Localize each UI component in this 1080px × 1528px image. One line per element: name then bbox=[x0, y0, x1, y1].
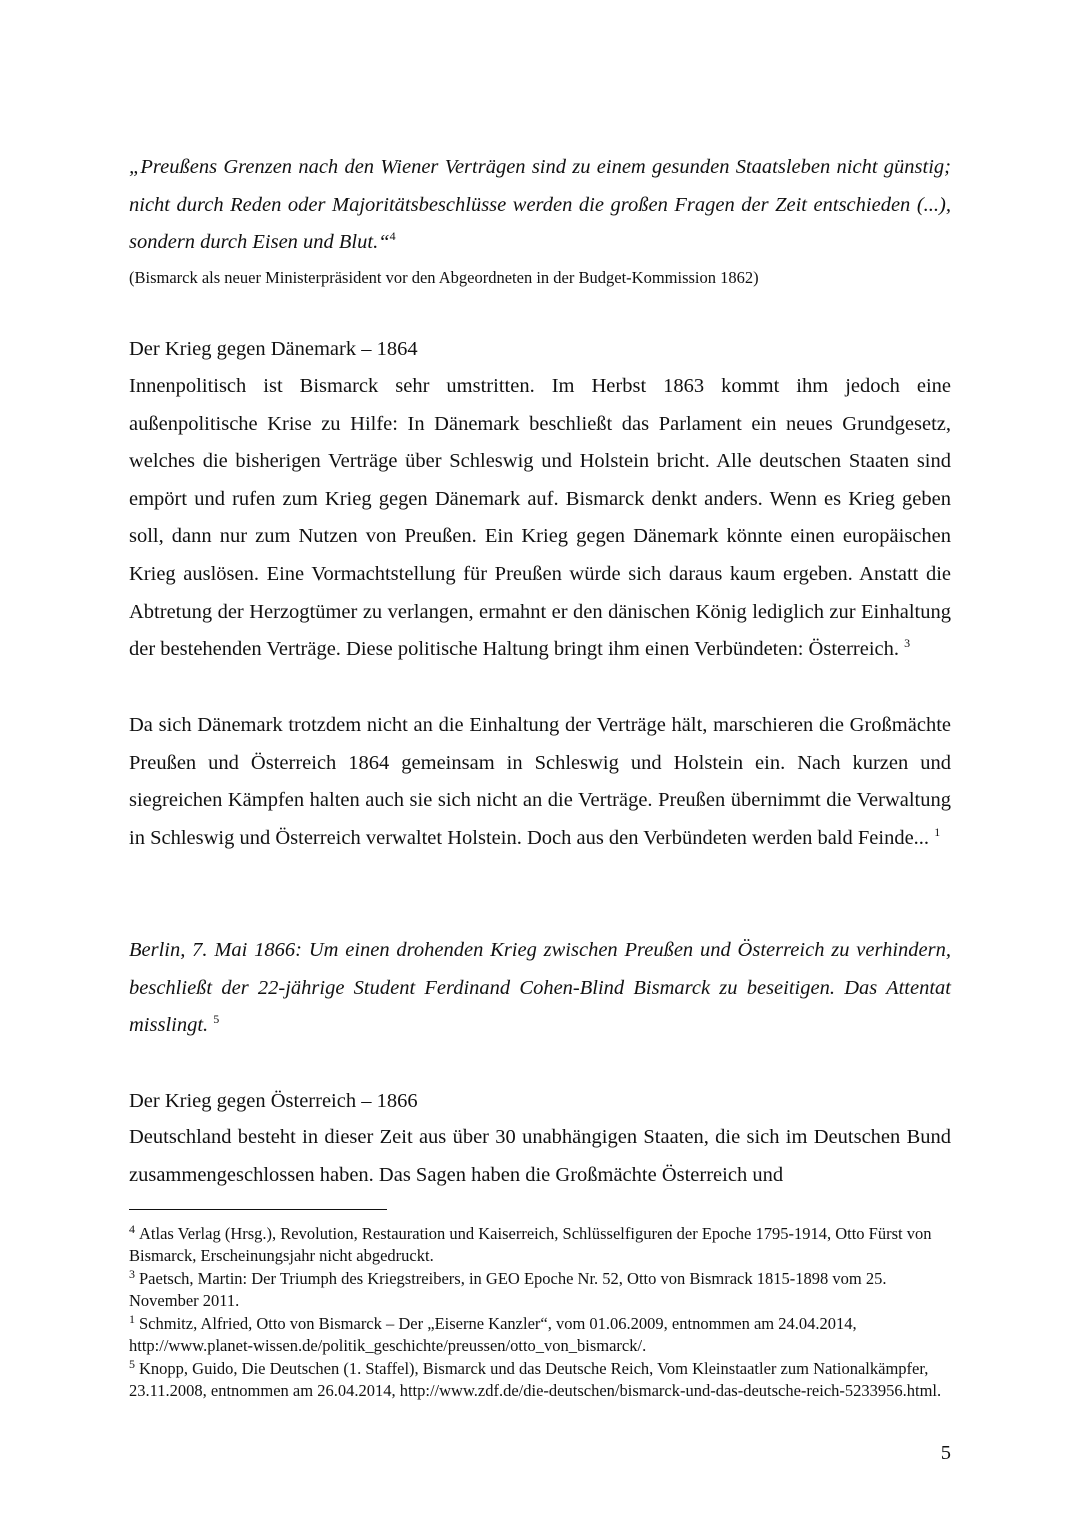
footnote-1 bbox=[129, 1313, 951, 1357]
section-heading-denmark: Der Krieg gegen Dänemark – 1864 bbox=[129, 338, 418, 360]
footnote-number: 5 bbox=[129, 1356, 135, 1371]
footnote-text: Atlas Verlag (Hrsg.), Revolution, Restauration und Kaiserreich, Schlüsselfiguren der Epoche 1795-1914, Otto Fürst von Bismarck, Erscheinungsjahr nicht abgedruckt. bbox=[129, 1224, 932, 1265]
footnote-number: 4 bbox=[129, 1221, 135, 1236]
footnote-number: 3 bbox=[129, 1266, 135, 1281]
footnote-divider bbox=[129, 1209, 387, 1210]
section-heading-austria: Der Krieg gegen Österreich – 1866 bbox=[129, 1090, 418, 1112]
footnote-mark: 5 bbox=[213, 1012, 220, 1027]
quote-text: „Preußens Grenzen nach den Wiener Verträgen sind zu einem gesunden Staatsleben nicht günstig; nicht durch Reden oder Majoritätsbeschlüsse werden die großen Fragen der Zeit entschieden (...), sondern durch Eisen und Blut.“ bbox=[129, 156, 951, 254]
paragraph-text: Innenpolitisch ist Bismarck sehr umstritten. Im Herbst 1863 kommt ihm jedoch eine außenpolitische Krise zu Hilfe: In Dänemark beschließt das Parlament ein neues Grundgesetz, welches die bisherigen Verträge über Schleswig und Holstein bricht. Alle deutschen Staaten sind empört und rufen zum Krieg gegen Dänemark auf. Bismarck denkt anders. Wenn es Krieg geben soll, dann nur zum Nutzen von Preußen. Ein Krieg gegen Dänemark könnte einen europäischen Krieg auslösen. Eine Vormachtstellung für Preußen würde sich daraus kaum ergeben. Anstatt die Abtretung der Herzogtümer zu verlangen, ermahnt er den dänischen König lediglich zur Einhaltung der bestehenden Verträge. Diese politische Haltung bringt ihm einen Verbündeten: Österreich. bbox=[129, 375, 951, 661]
footnote-text: Knopp, Guido, Die Deutschen (1. Staffel), Bismarck und das Deutsche Reich, Vom Kleinstaatler zum Nationalkämpfer, 23.11.2008, entnommen am 26.04.2014, http://www.zdf.de/die-deutschen/bismarck-und-das-deutsche-reich-5233956.html. bbox=[129, 1359, 942, 1400]
footnote-text: Schmitz, Alfried, Otto von Bismarck – Der „Eiserne Kanzler“, vom 01.06.2009, entnommen am 24.04.2014, http://www.planet-wissen.de/politik_geschichte/preussen/otto_von_bismarck/. bbox=[129, 1314, 857, 1355]
footnote-mark: 3 bbox=[904, 636, 911, 651]
footnote-number: 1 bbox=[129, 1311, 135, 1326]
footnote-text: Paetsch, Martin: Der Triumph des Kriegstreibers, in GEO Epoche Nr. 52, Otto von Bismrack 1815-1898 vom 25. November 2011. bbox=[129, 1269, 887, 1310]
assassination-note bbox=[129, 932, 951, 1045]
note-text: Berlin, 7. Mai 1866: Um einen drohenden Krieg zwischen Preußen und Österreich zu verhindern, beschließt der 22-jährige Student Ferdinand Cohen-Blind Bismarck zu beseitigen. Das Attentat misslingt. bbox=[129, 939, 951, 1037]
page-number: 5 bbox=[940, 1442, 951, 1464]
paragraph-text: Deutschland besteht in dieser Zeit aus über 30 unabhängigen Staaten, die sich im Deutschen Bund zusammengeschlossen haben. Das Sagen haben die Großmächte Österreich und bbox=[129, 1126, 951, 1186]
quote-source: (Bismarck als neuer Ministerpräsident vor den Abgeordneten in der Budget-Kommission 1862) bbox=[129, 268, 759, 287]
paragraph-denmark-2 bbox=[129, 707, 951, 857]
footnote-4 bbox=[129, 1223, 951, 1267]
paragraph-austria-1 bbox=[129, 1119, 951, 1194]
footnote-5 bbox=[129, 1358, 951, 1402]
footnotes bbox=[129, 1223, 951, 1403]
footnote-mark: 1 bbox=[934, 824, 941, 839]
quote-footnote-mark: 4 bbox=[389, 229, 396, 244]
paragraph-text: Da sich Dänemark trotzdem nicht an die Einhaltung der Verträge hält, marschieren die Großmächte Preußen und Österreich 1864 gemeinsam in Schleswig und Holstein ein. Nach kurzen und siegreichen Kämpfen halten auch sie sich nicht an die Verträge. Preußen übernimmt die Verwaltung in Schleswig und Österreich verwaltet Holstein. Doch aus den Verbündeten werden bald Feinde... bbox=[129, 714, 951, 849]
paragraph-denmark-1 bbox=[129, 368, 951, 669]
bismarck-quote bbox=[129, 149, 951, 262]
footnote-3 bbox=[129, 1268, 951, 1312]
